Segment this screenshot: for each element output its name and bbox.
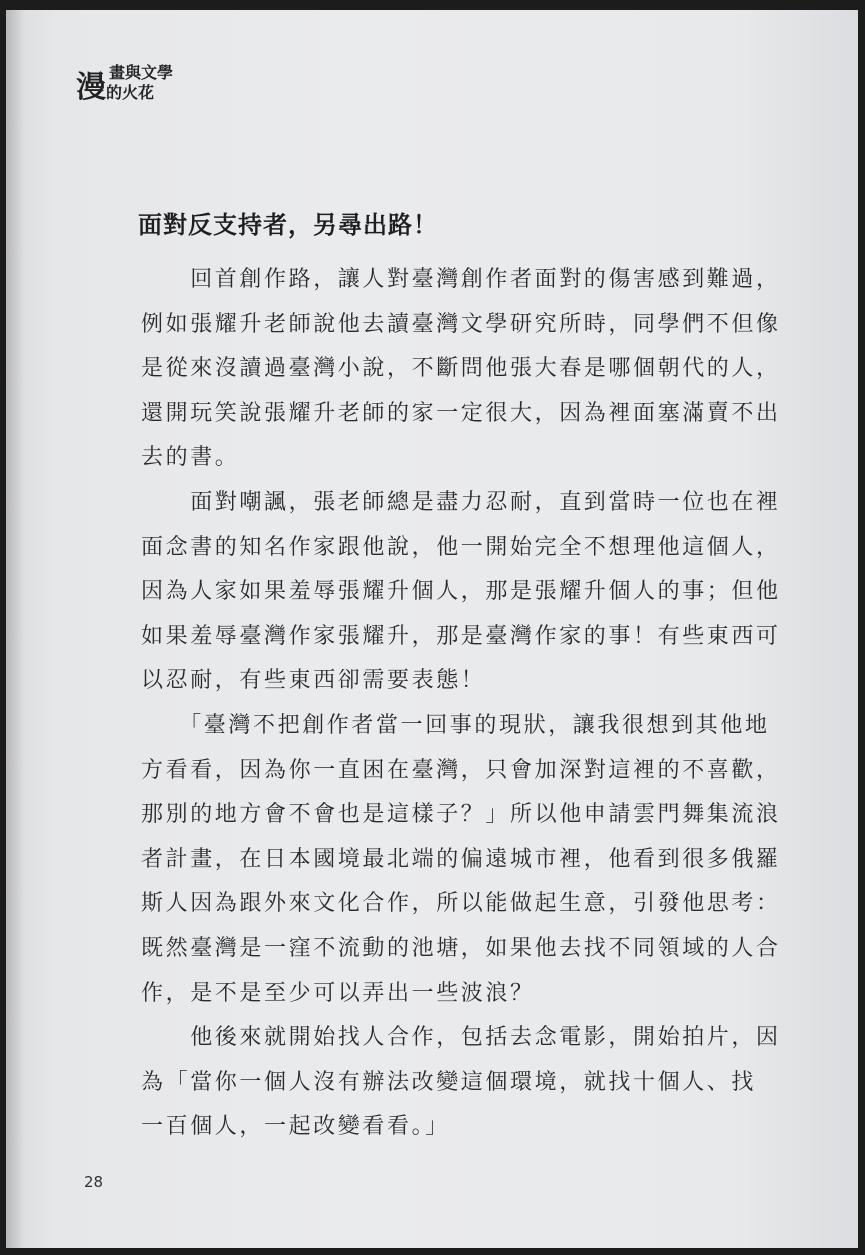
text-line: 作，是不是至少可以弄出一些波浪？ bbox=[141, 980, 535, 1006]
logo-top-text: 畫與文學 bbox=[109, 63, 174, 82]
text-line: 面念書的知名作家跟他說，他一開始完全不想理他這個人， bbox=[141, 534, 781, 560]
text-line: 回首創作路，讓人對臺灣創作者面對的傷害感到難過， bbox=[141, 267, 781, 292]
text-line: 方看看，因為你一直困在臺灣，只會加深對這裡的不喜歡， bbox=[141, 757, 781, 783]
text-line: 是從來沒讀過臺灣小說，不斷問他張大春是哪個朝代的人， bbox=[141, 356, 781, 382]
logo-bottom-text: 的火花 bbox=[106, 83, 155, 102]
logo-main-character: 漫 bbox=[76, 70, 105, 105]
text-line: 一百個人，一起改變看看。」 bbox=[141, 1114, 450, 1140]
text-line: 那別的地方會不會也是這樣子？」所以他申請雲門舞集流浪 bbox=[141, 802, 781, 828]
page-number: 28 bbox=[84, 1173, 104, 1191]
text-line: 去的書。 bbox=[141, 445, 240, 471]
text-line: 面對嘲諷，張老師總是盡力忍耐，直到當時一位也在裡 bbox=[141, 489, 781, 515]
text-line: 為「當你一個人沒有辦法改變這個環境，就找十個人、找 bbox=[141, 1069, 757, 1095]
text-line: 以忍耐，有些東西卻需要表態！ bbox=[141, 668, 486, 694]
text-line: 既然臺灣是一窪不流動的池塘，如果他去找不同領域的人合 bbox=[141, 935, 781, 961]
body-text bbox=[141, 258, 791, 1150]
text-line: 斯人因為跟外來文化合作，所以能做起生意，引發他思考： bbox=[141, 891, 781, 917]
text-line: 如果羞辱臺灣作家張耀升，那是臺灣作家的事！有些東西可 bbox=[141, 623, 781, 649]
book-series-logo bbox=[76, 58, 206, 108]
section-title: 面對反支持者，另尋出路！ bbox=[138, 210, 438, 239]
text-line: 者計畫，在日本國境最北端的偏遠城市裡，他看到很多俄羅 bbox=[141, 846, 781, 872]
text-line: 因為人家如果羞辱張耀升個人，那是張耀升個人的事；但他 bbox=[141, 579, 781, 605]
text-line: 還開玩笑說張耀升老師的家一定很大，因為裡面塞滿賣不出 bbox=[141, 400, 781, 426]
text-line: 例如張耀升老師說他去讀臺灣文學研究所時，同學們不但像 bbox=[141, 311, 781, 337]
text-line: 他後來就開始找人合作，包括去念電影，開始拍片，因 bbox=[141, 1025, 781, 1051]
text-line: 「臺灣不把創作者當一回事的現狀，讓我很想到其他地 bbox=[141, 712, 770, 738]
book-page bbox=[6, 10, 858, 1248]
